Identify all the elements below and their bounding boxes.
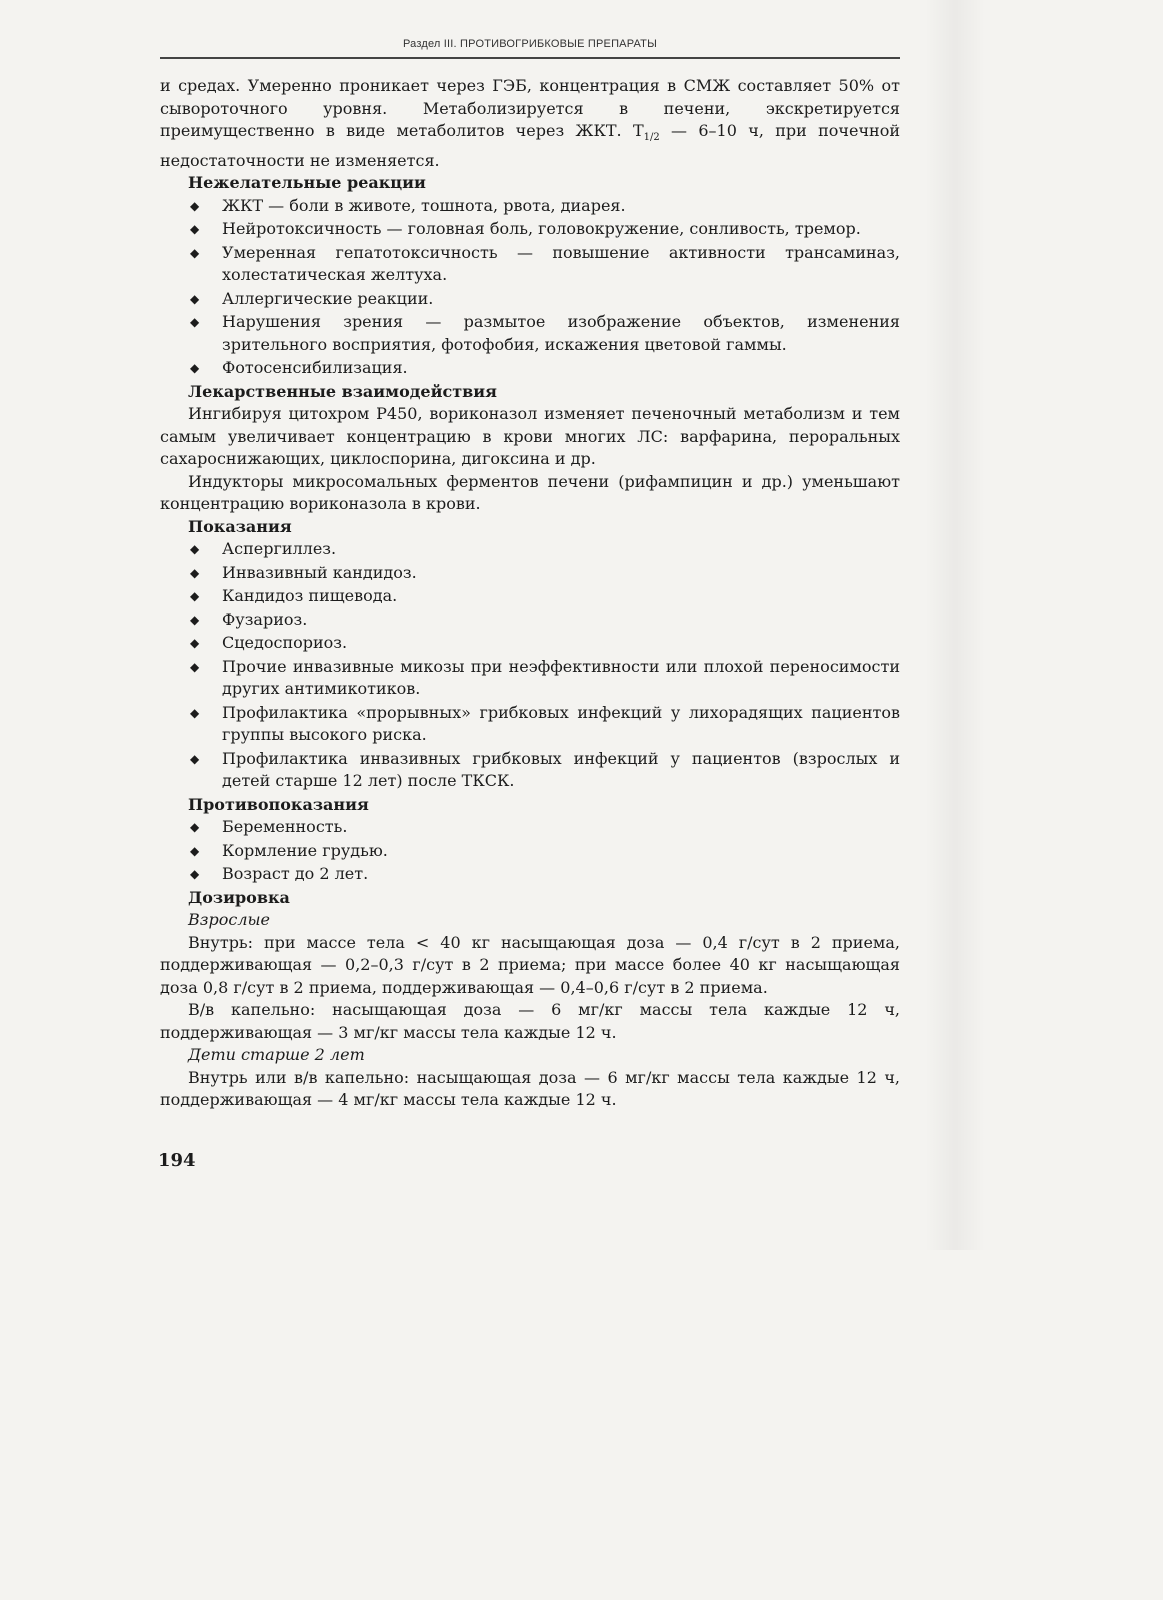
- list-item-text: Аллергические реакции.: [222, 288, 434, 308]
- running-head: Раздел III. ПРОТИВОГРИБКОВЫЕ ПРЕПАРАТЫ: [402, 38, 658, 50]
- bullet-icon: ◆: [190, 612, 200, 627]
- bullet-icon: ◆: [190, 565, 200, 580]
- list-item: [160, 242, 900, 287]
- interactions-paragraph-1: Ингибируя цитохром Р450, вориконазол изменяет печеночный метаболизм и тем самым увеличивает концентрацию в крови многих ЛС: варфарина, пероральных сахароснижающих, циклоспорина, дигоксина и др.: [160, 404, 900, 469]
- dosage-adults-oral: Внутрь: при массе тела < 40 кг насыщающая доза — 0,4 г/сут в 2 приема, поддерживающая — 0,2–0,3 г/сут в 2 приема; при массе более 40 кг насыщающая доза 0,8 г/сут в 2 приема, поддерживающая — 0,4–0,6 г/сут в 2 приема.: [160, 932, 900, 997]
- bullet-icon: ◆: [190, 361, 200, 376]
- list-item-text: Нейротоксичность — головная боль, головокружение, сонливость, тремор.: [222, 219, 861, 239]
- bullet-icon: ◆: [190, 222, 200, 237]
- page-content: [160, 75, 900, 1112]
- bullet-icon: ◆: [190, 589, 200, 604]
- list-item-text: Профилактика инвазивных грибковых инфекций у пациентов (взрослых и детей старше 12 лет) после ТКСК.: [222, 748, 900, 791]
- list-item: [160, 288, 900, 311]
- list-item: [160, 816, 900, 839]
- list-item: [160, 562, 900, 585]
- list-item-text: Беременность.: [222, 817, 348, 837]
- interactions-paragraph-2: Индукторы микросомальных ферментов печени (рифампицин и др.) уменьшают концентрацию вориконазола в крови.: [160, 471, 900, 514]
- list-item: [160, 656, 900, 701]
- intro-text-after: — 6–10 ч, при почечной недостаточности не изменяется.: [160, 121, 901, 170]
- intro-text-before: и средах. Умеренно проникает через ГЭБ, концентрация в СМЖ составляет 50% от сывороточного уровня. Метаболизируется в печени, экскретируется преимущественно в виде метаболитов через ЖКТ. Т: [160, 76, 900, 140]
- list-item-text: Возраст до 2 лет.: [222, 864, 369, 884]
- indications-list: [160, 538, 900, 793]
- list-item-text: Фузариоз.: [222, 609, 308, 629]
- half-life-subscript: 1/2: [643, 132, 660, 144]
- list-item: [160, 218, 900, 241]
- page-number: 194: [158, 1150, 196, 1171]
- section-heading-contraindications: Противопоказания: [188, 794, 369, 814]
- bullet-icon: ◆: [190, 315, 200, 330]
- list-item-text: Прочие инвазивные микозы при неэффективности или плохой переносимости других антимикотиков.: [222, 656, 900, 699]
- list-item-text: Фотосенсибилизация.: [222, 358, 408, 378]
- contraindications-list: [160, 816, 900, 886]
- list-item-text: Кормление грудью.: [222, 840, 388, 860]
- bullet-icon: ◆: [190, 659, 200, 674]
- list-item: [160, 538, 900, 561]
- bullet-icon: ◆: [190, 198, 200, 213]
- list-item-text: ЖКТ — боли в животе, тошнота, рвота, диарея.: [222, 195, 626, 215]
- bullet-icon: ◆: [190, 820, 200, 835]
- subheading-children: Дети старше 2 лет: [188, 1045, 365, 1065]
- bullet-icon: ◆: [190, 867, 200, 882]
- bullet-icon: ◆: [190, 636, 200, 651]
- bleed-through-shadow: [925, 0, 985, 1250]
- section-heading-dosage: Дозировка: [188, 887, 290, 907]
- list-item: [160, 632, 900, 655]
- list-item-text: Инвазивный кандидоз.: [222, 562, 417, 582]
- bullet-icon: ◆: [190, 245, 200, 260]
- list-item: [160, 863, 900, 886]
- list-item: [160, 311, 900, 356]
- list-item-text: Кандидоз пищевода.: [222, 586, 398, 606]
- subheading-adults: Взрослые: [188, 910, 271, 930]
- list-item-text: Аспергиллез.: [222, 539, 337, 559]
- list-item-text: Умеренная гепатотоксичность — повышение активности трансаминаз, холестатическая желтуха.: [222, 242, 900, 285]
- bullet-icon: ◆: [190, 705, 200, 720]
- list-item-text: Профилактика «прорывных» грибковых инфекций у лихорадящих пациентов группы высокого риска.: [222, 702, 900, 745]
- list-item: [160, 195, 900, 218]
- bullet-icon: ◆: [190, 843, 200, 858]
- list-item-text: Нарушения зрения — размытое изображение объектов, изменения зрительного восприятия, фотофобия, искажения цветовой гаммы.: [222, 312, 900, 354]
- header-rule: [160, 57, 900, 59]
- list-item: [160, 609, 900, 632]
- adverse-list: [160, 195, 900, 380]
- section-heading-adverse: Нежелательные реакции: [188, 173, 426, 193]
- list-item: [160, 357, 900, 380]
- list-item: [160, 702, 900, 747]
- list-item-text: Сцедоспориоз.: [222, 633, 348, 653]
- section-heading-indications: Показания: [188, 516, 292, 536]
- bullet-icon: ◆: [190, 751, 200, 766]
- dosage-children: Внутрь или в/в капельно: насыщающая доза — 6 мг/кг массы тела каждые 12 ч, поддерживающая — 4 мг/кг массы тела каждые 12 ч.: [160, 1067, 900, 1110]
- intro-paragraph: [160, 75, 900, 172]
- list-item: [160, 748, 900, 793]
- dosage-adults-iv: В/в капельно: насыщающая доза — 6 мг/кг массы тела каждые 12 ч, поддерживающая — 3 мг/кг массы тела каждые 12 ч.: [160, 1000, 900, 1042]
- list-item: [160, 585, 900, 608]
- bullet-icon: ◆: [190, 291, 200, 306]
- bullet-icon: ◆: [190, 542, 200, 557]
- list-item: [160, 840, 900, 863]
- section-heading-interactions: Лекарственные взаимодействия: [188, 381, 497, 401]
